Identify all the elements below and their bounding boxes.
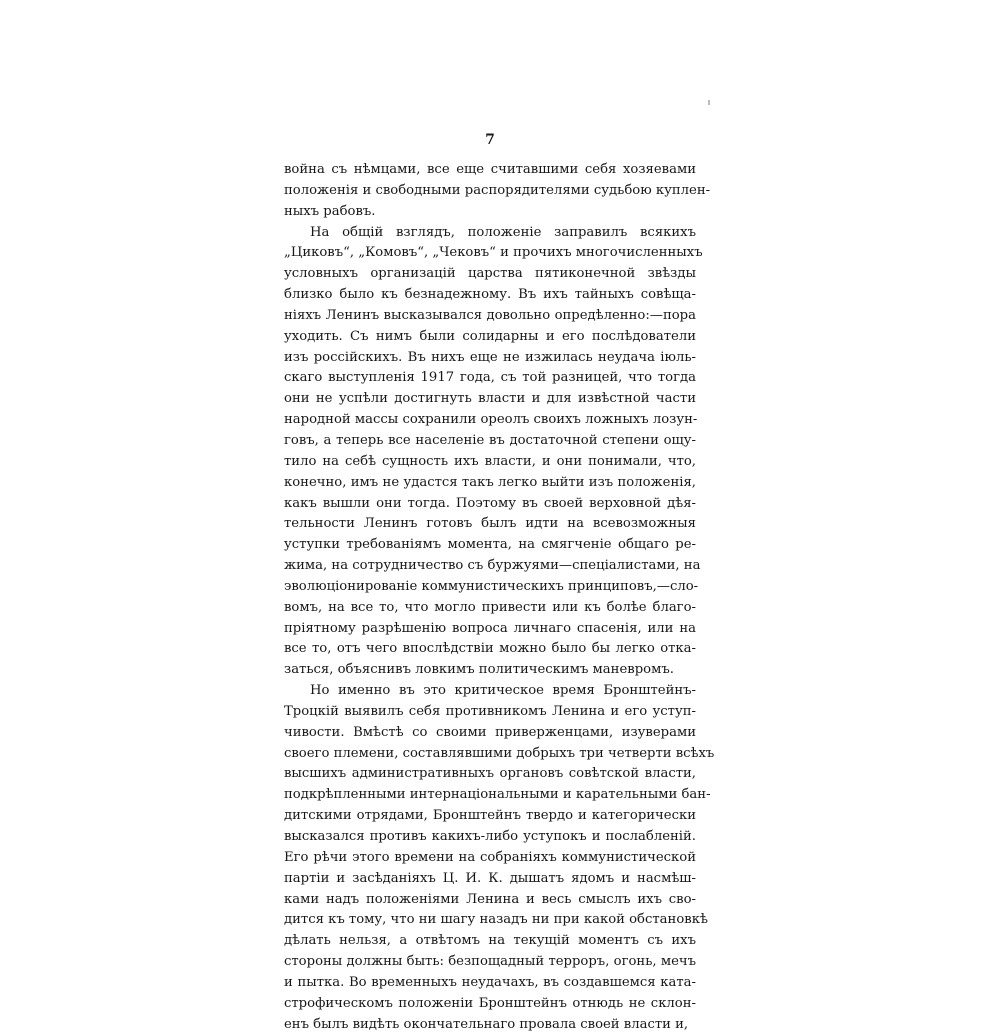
text-line: жима, на сотрудничество съ буржуями—спеціалистами, на	[284, 558, 701, 574]
paragraph	[284, 160, 711, 223]
text-line: все то, отъ чего впослѣдствіи можно было бы легко отка-	[284, 641, 696, 657]
text-line: говъ, а теперь все населеніе въ достаточной степени ощу-	[284, 432, 696, 448]
text-line: народной массы сохранили ореолъ своихъ ложныхъ лозун-	[284, 412, 698, 428]
text-line: изъ россійскихъ. Въ нихъ еще не изжилась неудача іюль-	[284, 349, 696, 365]
text-line: положенія и свободными распорядителями судьбою куплен-	[284, 182, 711, 198]
text-line: строфическомъ положеніи Бронштейнъ отнюдь не склон-	[284, 995, 696, 1011]
text-line: дится къ тому, что ни шагу назадъ ни при какой обстановкѣ	[284, 912, 708, 928]
text-line: тило на себѣ сущность ихъ власти, и они понимали, что,	[284, 453, 696, 469]
text-line: Его рѣчи этого времени на собраніяхъ коммунистической	[284, 849, 696, 865]
text-line: и пытка. Во временныхъ неудачахъ, въ создавшемся ката-	[284, 974, 696, 990]
text-line: своего племени, составлявшими добрыхъ три четверти всѣхъ	[284, 745, 715, 761]
paragraph	[284, 223, 703, 682]
text-line: высшихъ административныхъ органовъ совѣтской власти,	[284, 766, 696, 782]
text-line: заться, объяснивъ ловкимъ политическимъ маневромъ.	[284, 662, 674, 678]
text-line: Но именно въ это критическое время Бронштейнъ-	[310, 683, 696, 699]
text-line: эволюціонированіе коммунистическихъ принциповъ,—сло-	[284, 578, 699, 594]
text-line: близко было къ безнадежному. Въ ихъ тайныхъ совѣща-	[284, 287, 696, 303]
text-line: На общій взглядъ, положеніе заправилъ всякихъ	[310, 224, 696, 240]
text-line: ныхъ рабовъ.	[284, 203, 376, 219]
text-line: пріятному разрѣшенію вопроса личнаго спасенія, или на	[284, 620, 696, 636]
scan-artifact-mark	[708, 100, 710, 105]
text-line: тельности Ленинъ готовъ былъ идти на всевозможныя	[284, 516, 696, 532]
text-line: конечно, имъ не удастся такъ легко выйти изъ положенія,	[284, 474, 696, 490]
text-line: вомъ, на все то, что могло привести или къ болѣе благо-	[284, 599, 696, 615]
text-line: условныхъ организацій царства пятиконечной звѣзды	[284, 266, 696, 282]
body-text	[284, 160, 715, 1035]
text-line: ками надъ положеніями Ленина и весь смыслъ ихъ сво-	[284, 891, 696, 907]
text-line: подкрѣпленными интернаціональными и карательными бан-	[284, 787, 711, 803]
text-line: уступки требованіямъ момента, на смягченіе общаго ре-	[284, 537, 696, 553]
text-line: стороны должны быть: безпощадный терроръ, огонь, мечъ	[284, 954, 696, 970]
text-line: Троцкій выявилъ себя противникомъ Ленина и его уступ-	[284, 703, 696, 719]
paragraph	[284, 681, 715, 1035]
text-line: уходить. Съ нимъ были солидарны и его послѣдователи	[284, 328, 696, 344]
text-line: ніяхъ Ленинъ высказывался довольно опредѣленно:—пора	[284, 307, 696, 323]
text-line: „Циковъ“, „Комовъ“, „Чековъ“ и прочихъ многочисленныхъ	[284, 245, 703, 261]
text-line: они не успѣли достигнуть власти и для извѣстной части	[284, 391, 696, 407]
text-line: чивости. Вмѣстѣ со своими приверженцами, изуверами	[284, 724, 696, 740]
text-line: скаго выступленія 1917 года, съ той разницей, что тогда	[284, 370, 696, 386]
text-line: дѣлать нельзя, а отвѣтомъ на текущій моментъ съ ихъ	[284, 933, 696, 949]
text-line: енъ былъ видѣть окончательнаго провала своей власти и,	[284, 1016, 689, 1032]
page-number: 7	[485, 132, 495, 148]
text-line: партіи и засѣданіяхъ Ц. И. К. дышатъ ядомъ и насмѣш-	[284, 870, 696, 886]
text-line: война съ нѣмцами, все еще считавшими себя хозяевами	[284, 162, 696, 177]
text-line: дитскими отрядами, Бронштейнъ твердо и категорически	[284, 808, 696, 824]
text-line: высказался противъ какихъ-либо уступокъ и послабленій.	[284, 829, 696, 844]
text-line: какъ вышли они тогда. Поэтому въ своей верховной дѣя-	[284, 495, 696, 511]
